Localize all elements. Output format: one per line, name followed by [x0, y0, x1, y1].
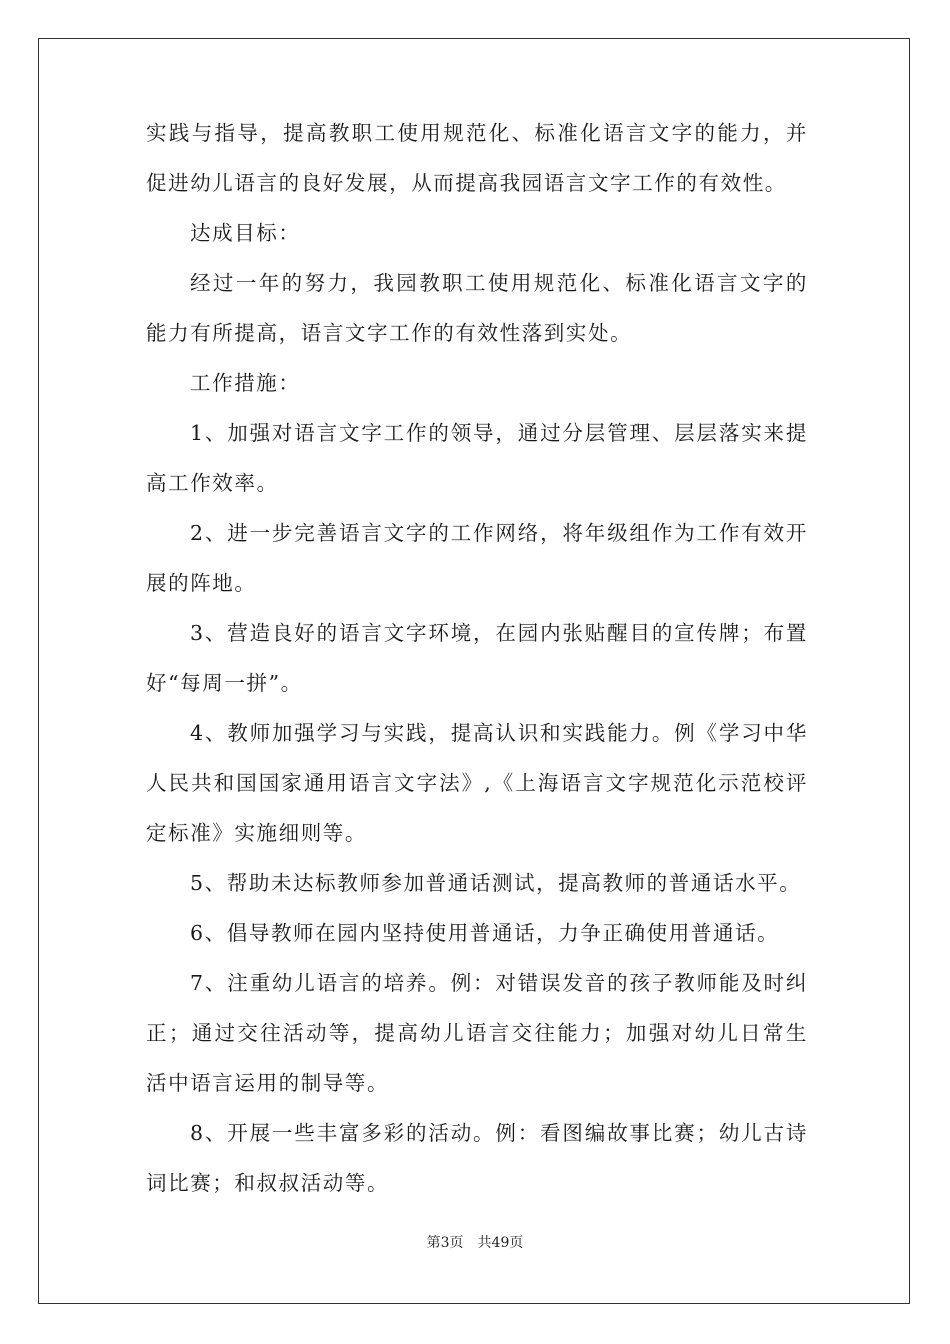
paragraph-8: 4、教师加强学习与实践，提高认识和实践能力。例《学习中华人民共和国国家通用语言文字法》,《上海语言文字规范化示范校评定标准》实施细则等。 — [146, 721, 808, 845]
paragraph-7: 3、营造良好的语言文字环境，在园内张贴醒目的宣传牌；布置好“每周一拼”。 — [146, 621, 808, 695]
document-body — [146, 108, 808, 1208]
paragraph-6: 2、进一步完善语言文字的工作网络，将年级组作为工作有效开展的阵地。 — [146, 521, 808, 595]
paragraph-11: 7、注重幼儿语言的培养。例：对错误发音的孩子教师能及时纠正；通过交往活动等，提高幼儿语言交往能力；加强对幼儿日常生活中语言运用的制导等。 — [146, 971, 808, 1095]
paragraph-12: 8、开展一些丰富多彩的活动。例：看图编故事比赛；幼儿古诗词比赛；和叔叔活动等。 — [146, 1121, 808, 1195]
paragraph-3: 经过一年的努力，我园教职工使用规范化、标准化语言文字的能力有所提高，语言文字工作的有效性落到实处。 — [146, 271, 808, 345]
paragraph-4: 工作措施： — [190, 371, 301, 395]
paragraph-2: 达成目标： — [190, 221, 301, 245]
page-footer — [0, 1232, 950, 1252]
paragraph-5: 1、加强对语言文字工作的领导，通过分层管理、层层落实来提高工作效率。 — [146, 421, 808, 495]
page-number: 第3页 — [426, 1235, 464, 1251]
paragraph-9: 5、帮助未达标教师参加普通话测试，提高教师的普通话水平。 — [190, 871, 802, 895]
paragraph-1: 实践与指导，提高教职工使用规范化、标准化语言文字的能力，并促进幼儿语言的良好发展，从而提高我园语言文字工作的有效性。 — [146, 121, 808, 195]
page-total: 共49页 — [477, 1235, 524, 1251]
paragraph-10: 6、倡导教师在园内坚持使用普通话，力争正确使用普通话。 — [190, 921, 780, 945]
